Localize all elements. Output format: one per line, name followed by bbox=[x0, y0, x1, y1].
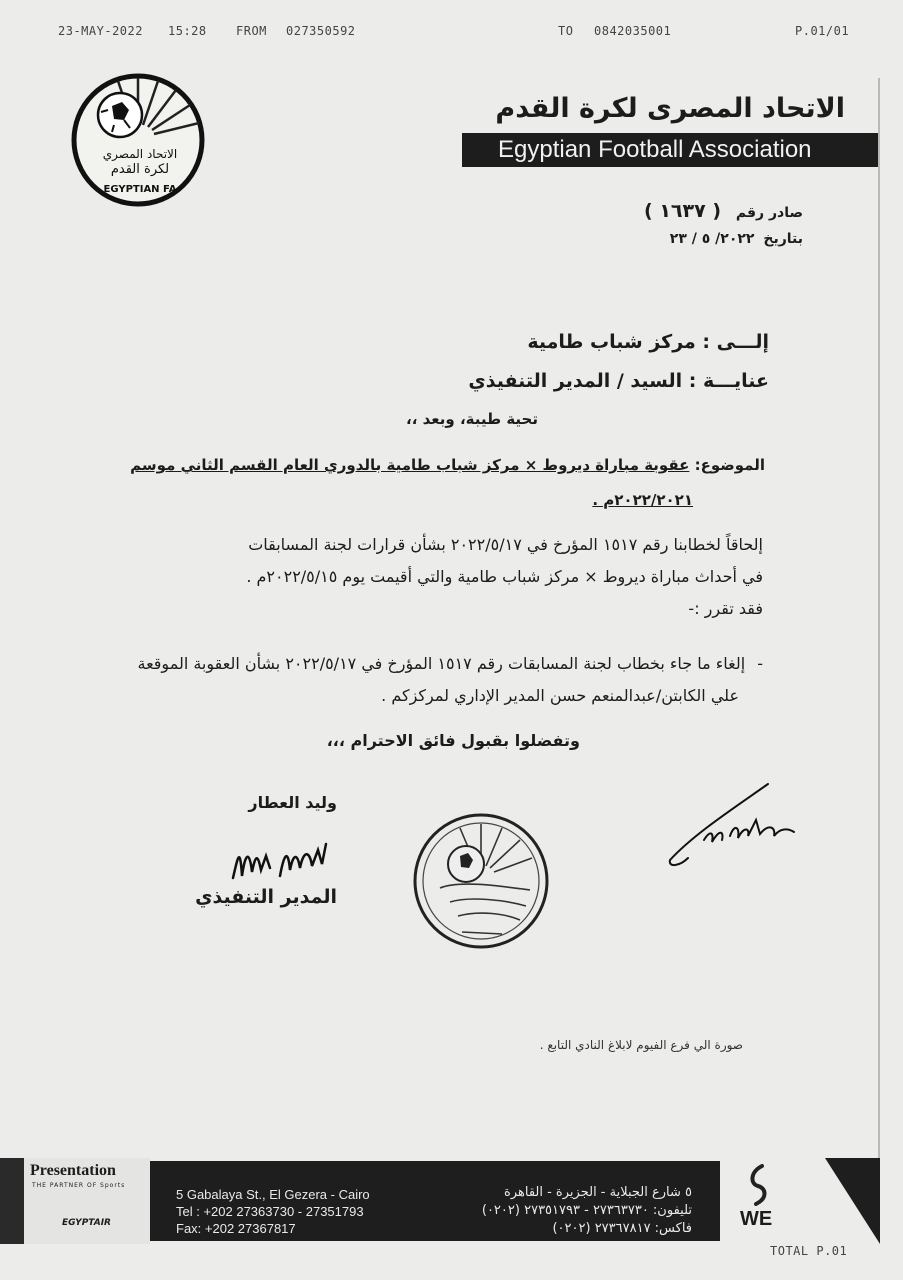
subject-line2: ٢٠٢٢/٢٠٢١م . bbox=[592, 491, 693, 509]
attention-label: عنايـــة bbox=[702, 370, 769, 392]
we-swirl-icon bbox=[744, 1162, 774, 1206]
footer-tel-ar: تليفون: ٢٧٣٦٣٧٣٠ - ٢٧٣٥١٧٩٣ (٠٢٠٢) bbox=[481, 1203, 692, 1218]
ref-date-value: ٢٠٢٢/ ٥ / ٢٣ bbox=[669, 231, 755, 247]
ref-number-value: ( ١٦٣٧ ) bbox=[644, 200, 722, 222]
ref-number bbox=[644, 200, 803, 222]
logo-text-en: EGYPTIAN FA bbox=[103, 184, 177, 195]
footer-address-ar: ٥ شارع الجبلاية - الجزيرة - القاهرة bbox=[504, 1185, 692, 1200]
decision-intro: فقد تقرر :- bbox=[688, 599, 763, 618]
subject-label: الموضوع: bbox=[694, 456, 765, 474]
fax-to-label: TO bbox=[558, 24, 574, 38]
footer-fax-ar: فاكس: ٢٧٣٦٧٨١٧ (٠٢٠٢) bbox=[552, 1221, 692, 1236]
decision-line-1-text: إلغاء ما جاء بخطاب لجنة المسابقات رقم ١٥١٧ المؤرخ في ٢٠٢٢/٥/١٧ بشأن العقوبة الموقعة bbox=[137, 654, 746, 673]
copy-note: صورة الي فرع الفيوم لابلاغ النادي التابع . bbox=[539, 1038, 743, 1052]
efa-logo-icon bbox=[68, 70, 208, 210]
decision-line-1: -إلغاء ما جاء بخطاب لجنة المسابقات رقم ١٥١٧ المؤرخ في ٢٠٢٢/٥/١٧ بشأن العقوبة الموقعة bbox=[137, 654, 763, 673]
fax-to-number: 0842035001 bbox=[594, 24, 672, 38]
body-paragraph bbox=[123, 529, 763, 625]
page-edge-line bbox=[878, 78, 880, 1158]
greeting: تحية طيبة، وبعد ،، bbox=[406, 410, 538, 428]
org-title-en: Egyptian Football Association bbox=[462, 133, 878, 167]
footer-tel-en: Tel : +202 27363730 - 27351793 bbox=[176, 1204, 364, 1219]
fax-date: 23-MAY-2022 bbox=[58, 24, 143, 38]
sponsor-name: Presentation bbox=[30, 1162, 116, 1179]
attention-value: السيد / المدير التنفيذي bbox=[468, 370, 683, 392]
handwritten-initials-icon bbox=[664, 780, 804, 872]
signatory-name: وليد العطار bbox=[248, 793, 337, 812]
ref-date bbox=[670, 231, 803, 247]
decision-line-2: علي الكابتن/عبدالمنعم حسن المدير الإداري لمركزكم . bbox=[381, 686, 739, 705]
body-line-1: إلحاقاً لخطابنا رقم ١٥١٧ المؤرخ في ٢٠٢٢/٥/١٧ بشأن قرارات لجنة المسابقات bbox=[248, 535, 763, 554]
logo-text-ar-2: لكرة القدم bbox=[110, 162, 170, 177]
org-title-ar: الاتحاد المصرى لكرة القدم bbox=[495, 93, 845, 124]
logo-text-ar-1: الاتحاد المصري bbox=[102, 147, 178, 161]
ref-number-label: صادر رقم bbox=[735, 205, 803, 221]
sponsor-sub: THE PARTNER OF Sports bbox=[32, 1182, 126, 1189]
fax-page-count: P.01/01 bbox=[795, 24, 850, 38]
footer-fax-en: Fax: +202 27367817 bbox=[176, 1221, 296, 1236]
ref-date-label: بتاريخ bbox=[763, 231, 803, 247]
signatory-title: المدير التنفيذي bbox=[195, 886, 337, 908]
footer-left-stripe bbox=[0, 1158, 24, 1244]
subject-line1: عقوبة مباراة ديروط × مركز شباب طامية بالدوري العام القسم الثاني موسم bbox=[130, 456, 690, 474]
fax-from-number: 027350592 bbox=[286, 24, 356, 38]
footer-right-wedge bbox=[780, 1158, 880, 1244]
fax-total-pages: TOTAL P.01 bbox=[770, 1244, 848, 1258]
efa-logo bbox=[68, 70, 208, 210]
egyptair-logo: EGYPTAIR bbox=[62, 1218, 111, 1228]
footer-contact-bar bbox=[150, 1161, 720, 1241]
fax-from-label: FROM bbox=[236, 24, 267, 38]
decision-item bbox=[123, 648, 763, 712]
official-stamp-icon bbox=[410, 810, 552, 952]
attention: عنايـــة : السيد / المدير التنفيذي bbox=[468, 370, 769, 392]
handwritten-signature-icon bbox=[228, 836, 338, 886]
addressee-label: إلـــى bbox=[716, 331, 769, 353]
footer-sponsor-block bbox=[0, 1158, 150, 1244]
addressee-value: مركز شباب طامية bbox=[527, 331, 696, 353]
footer-we-block bbox=[720, 1158, 880, 1244]
footer-address-en: 5 Gabalaya St., El Gezera - Cairo bbox=[176, 1187, 370, 1202]
addressee: إلـــى : مركز شباب طامية bbox=[527, 331, 769, 353]
fax-time: 15:28 bbox=[168, 24, 207, 38]
subject bbox=[125, 448, 765, 518]
body-line-2: في أحداث مباراة ديروط × مركز شباب طامية والتي أقيمت يوم ٢٠٢٢/٥/١٥م . bbox=[246, 567, 763, 586]
we-logo: WE bbox=[740, 1208, 773, 1230]
closing: وتفضلوا بقبول فائق الاحترام ،،، bbox=[326, 731, 580, 750]
